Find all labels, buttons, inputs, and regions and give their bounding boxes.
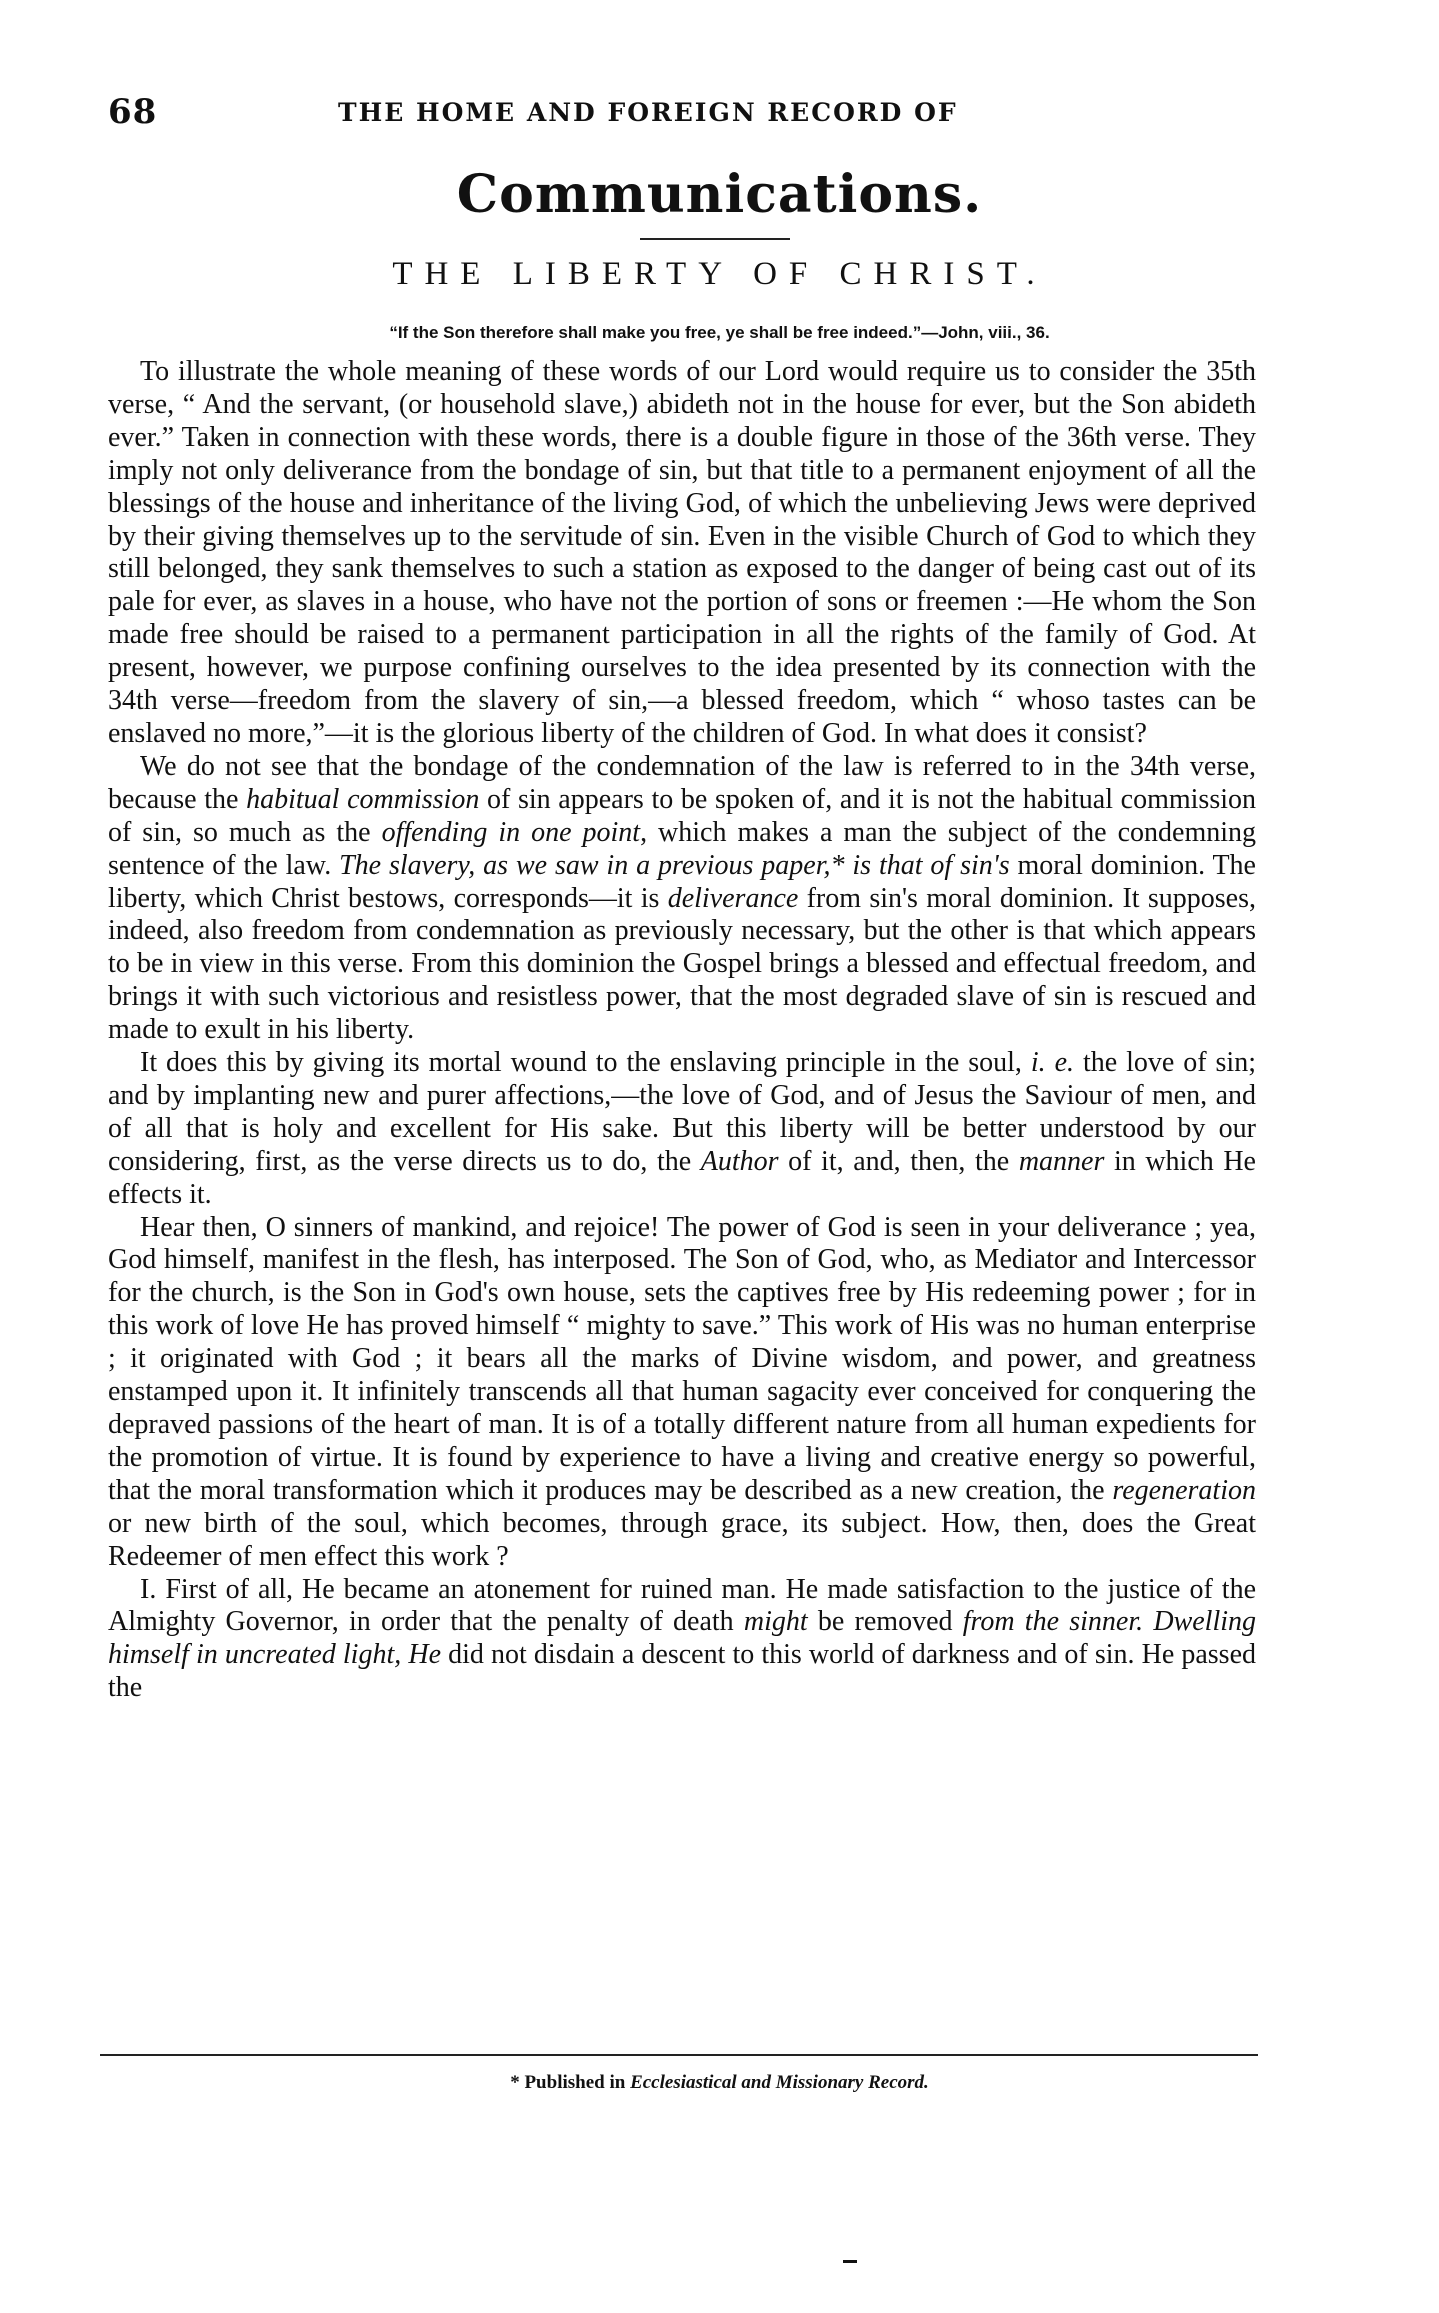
paragraph-text: of it, and, then, the (778, 1145, 1019, 1177)
italic-phrase: i. e. (1030, 1047, 1075, 1079)
article-title: THE LIBERTY OF CHRIST. (392, 256, 1047, 292)
section-heading: Communications. (456, 164, 983, 225)
italic-phrase: habitual commission (246, 783, 480, 815)
italic-phrase: offending in one point (381, 816, 641, 848)
printer-mark (843, 2260, 857, 2263)
footnote (0, 2072, 1439, 2094)
heading-rule (640, 238, 790, 240)
running-head (108, 92, 1258, 132)
paragraph-text: the love of sin; and by implanting new and purer affections,—the love of God, and of Jesus the Saviour of men, and of all that is holy and excellent for His sake. But this liberty will be better understood by our considering, first, as the verse directs us to do, the (108, 1047, 1256, 1177)
italic-phrase: manner (1018, 1145, 1105, 1177)
paragraph-text: Hear then, O sinners of mankind, and rejoice! The power of God is seen in your deliverance ; yea, God himself, manifest in the flesh, has interposed. The Son of God, who, as Mediator and Intercessor for the church, is the Son in God's own house, sets the captives free by His redeeming power ; for in this work of love He has proved himself “ mighty to save.” This work of His was no human enterprise ; it originated with God ; it bears all the marks of Divine wisdom, and power, and greatness enstamped upon it. It infinitely transcends all that human sagacity ever conceived for conquering the depraved passions of the heart of man. It is of a totally different nature from all human expedients for the promotion of virtue. It is found by experience to have a living and creative energy so powerful, that the moral transformation which it produces may be described as a new creation, the (108, 1211, 1256, 1506)
footnote-rule (100, 2054, 1258, 2056)
footnote-label: * Published in (510, 2072, 626, 2093)
paragraph-text: be removed (807, 1606, 963, 1638)
paragraph-text: It does this by giving its mortal wound to the enslaving principle in the soul, (140, 1047, 1031, 1079)
italic-phrase: The slavery, as we saw in a previous paper,* is that of sin's (339, 849, 1010, 881)
italic-phrase: from the sinner. Dwelling himself in uncreated light, (108, 1606, 1257, 1671)
paragraph-text: We do not see that the bondage of the condemnation of the law is referred to in the 34th verse, because the (108, 750, 1256, 815)
journal-title: THE HOME AND FOREIGN RECORD OF (338, 98, 958, 127)
paragraph-3 (108, 1047, 1256, 1212)
paragraph-text: I. First of all, He became an atonement for ruined man. He made satisfaction to the justice of the Almighty Governor, in order that the penalty of death (108, 1573, 1256, 1638)
paragraph-text: of sin appears to be spoken of, and it is not the habitual commission of sin, so much as the (108, 783, 1256, 848)
paragraph-text: in which He effects it. (108, 1145, 1256, 1210)
italic-phrase: He (408, 1639, 442, 1671)
italic-phrase: deliverance (667, 882, 799, 914)
paragraph-2 (108, 751, 1256, 1047)
italic-phrase: regeneration (1112, 1474, 1256, 1506)
page-number: 68 (108, 92, 158, 132)
italic-phrase: might (743, 1606, 808, 1638)
paragraph-text: moral dominion. The liberty, which Christ bestows, corresponds—it is (108, 849, 1256, 914)
paragraph-text: , which makes a man the subject of the condemning sentence of the law. (108, 816, 1257, 881)
paragraph-1 (108, 356, 1256, 751)
italic-phrase: Author (700, 1145, 779, 1177)
paragraph-text: To illustrate the whole meaning of these words of our Lord would require us to consider the 35th verse, “ And the servant, (or household slave,) abideth not in the house for ever, but the Son abideth ever.” Taken in connection with these words, there is a double figure in those of the 36th verse. They imply not only deliverance from the bondage of sin, but that title to a permanent enjoyment of all the blessings of the house and inheritance of the living God, of which the unbelieving Jews were deprived by their giving themselves up to the servitude of sin. Even in the visible Church of God to which they still belonged, they sank themselves to such a station as exposed to the danger of being cast out of its pale for ever, as slaves in a house, who have not the portion of sons or freemen :—He whom the Son made free should be raised to a permanent participation in all the rights of the family of God. At present, however, we purpose confining ourselves to the idea presented by its connection with the 34th verse—freedom from the slavery of sin,—a blessed freedom, which “ whoso tastes can be enslaved no more,”—it is the glorious liberty of the children of God. In what does it consist? (108, 356, 1256, 749)
paragraph-text: from sin's moral dominion. It supposes, indeed, also freedom from condemnation as previously necessary, but the other is that which appears to be in view in this verse. From this dominion the Gospel brings a blessed and effectual freedom, and brings it with such victorious and resistless power, that the most degraded slave of sin is rescued and made to exult in his liberty. (108, 882, 1257, 1046)
paragraph-4 (108, 1212, 1256, 1574)
paragraph-text: did not disdain a descent to this world of darkness and of sin. He passed the (108, 1639, 1257, 1704)
paragraph-text: or new birth of the soul, which becomes, through grace, its subject. How, then, does the Great Redeemer of men effect this work ? (108, 1507, 1256, 1572)
paragraph-5 (108, 1574, 1256, 1706)
epigraph: “If the Son therefore shall make you free, ye shall be free indeed.”—John, viii., 36. (389, 323, 1050, 342)
footnote-source: Ecclesiastical and Missionary Record. (630, 2072, 929, 2093)
article-body (108, 356, 1256, 1705)
